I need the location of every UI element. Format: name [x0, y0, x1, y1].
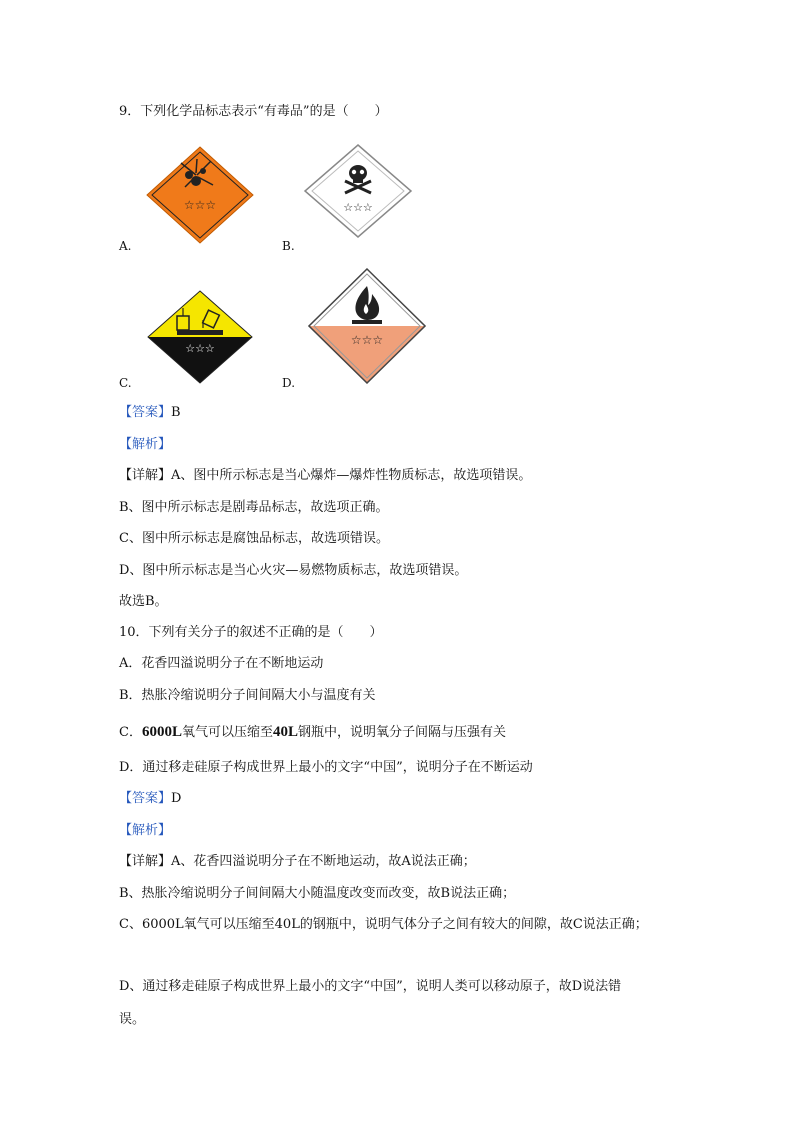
q10-option-d: D．通过移走硅原子构成世界上最小的文字“中国”，说明分子在不断运动: [119, 760, 533, 775]
option-c-rest: 钢瓶中，说明氧分子间隔与压强有关: [298, 725, 507, 740]
q9-detail-b: B、图中所示标志是剧毒品标志，故选项正确。: [119, 500, 389, 515]
detail-text: A、花香四溢说明分子在不断地运动，故A说法正确；: [171, 854, 476, 869]
q10-stem: 10．下列有关分子的叙述不正确的是（ ）: [119, 625, 383, 640]
svg-text:☆☆☆: ☆☆☆: [343, 201, 373, 214]
q10-detail-d-line1: D、通过移走硅原子构成世界上最小的文字“中国”，说明人类可以移动原子，故D说法错: [119, 979, 622, 994]
q10-detail-b: B、热胀冷缩说明分子间间隔大小随温度改变而改变，故B说法正确；: [119, 886, 516, 901]
q9-option-b: B.: [282, 239, 295, 253]
q10-answer: [119, 790, 181, 808]
analysis-tag: 【解析】: [119, 823, 172, 838]
answer-tag: 【答案】: [119, 791, 172, 806]
svg-text:☆☆☆: ☆☆☆: [183, 198, 217, 212]
toxic-sign-icon: [303, 143, 413, 243]
q10-detail-a: [119, 853, 476, 871]
explosive-sign-icon: [145, 145, 255, 249]
q9-detail-c: C、图中所示标志是腐蚀品标志，故选项错误。: [119, 531, 389, 546]
q10-analysis-tag: [119, 822, 171, 840]
answer-value: D: [171, 791, 182, 806]
option-c-mid: 氧气可以压缩至: [181, 725, 273, 740]
answer-value: B: [171, 405, 181, 420]
q9-option-c: C.: [119, 376, 132, 390]
q9-conclusion: 故选B。: [119, 594, 168, 609]
analysis-tag: 【解析】: [119, 437, 172, 452]
q10-option-c: [119, 723, 506, 742]
q9-option-d: D.: [282, 376, 296, 390]
option-c-prefix: C．: [119, 725, 142, 740]
svg-text:☆☆☆: ☆☆☆: [350, 333, 384, 347]
q9-option-a: A.: [119, 239, 132, 253]
q10-detail-c: C、6000L氧气可以压缩至40L的钢瓶中，说明气体分子之间有较大的间隙，故C说法正确；: [119, 917, 648, 932]
q9-detail-a: [119, 467, 531, 485]
detail-tag: 【详解】: [119, 854, 172, 869]
q10-detail-d-line2: 误。: [119, 1012, 146, 1027]
q10-option-a: A．花香四溢说明分子在不断地运动: [119, 656, 324, 671]
q9-analysis-tag: [119, 436, 171, 454]
flammable-sign-icon: [308, 268, 426, 388]
q9-answer: [119, 404, 181, 422]
q10-option-b: B．热胀冷缩说明分子间间隔大小与温度有关: [119, 688, 376, 703]
q9-stem: 9．下列化学品标志表示“有毒品”的是（ ）: [119, 104, 388, 119]
detail-text: A、图中所示标志是当心爆炸—爆炸性物质标志，故选项错误。: [171, 468, 532, 483]
q9-detail-d: D、图中所示标志是当心火灾—易燃物质标志，故选项错误。: [119, 563, 468, 578]
corrosive-sign-icon: [147, 290, 253, 388]
svg-text:☆☆☆: ☆☆☆: [185, 342, 215, 355]
volume-40l: 40L: [272, 724, 298, 740]
detail-tag: 【详解】: [119, 468, 172, 483]
volume-6000l: 6000L: [141, 724, 182, 740]
answer-tag: 【答案】: [119, 405, 172, 420]
